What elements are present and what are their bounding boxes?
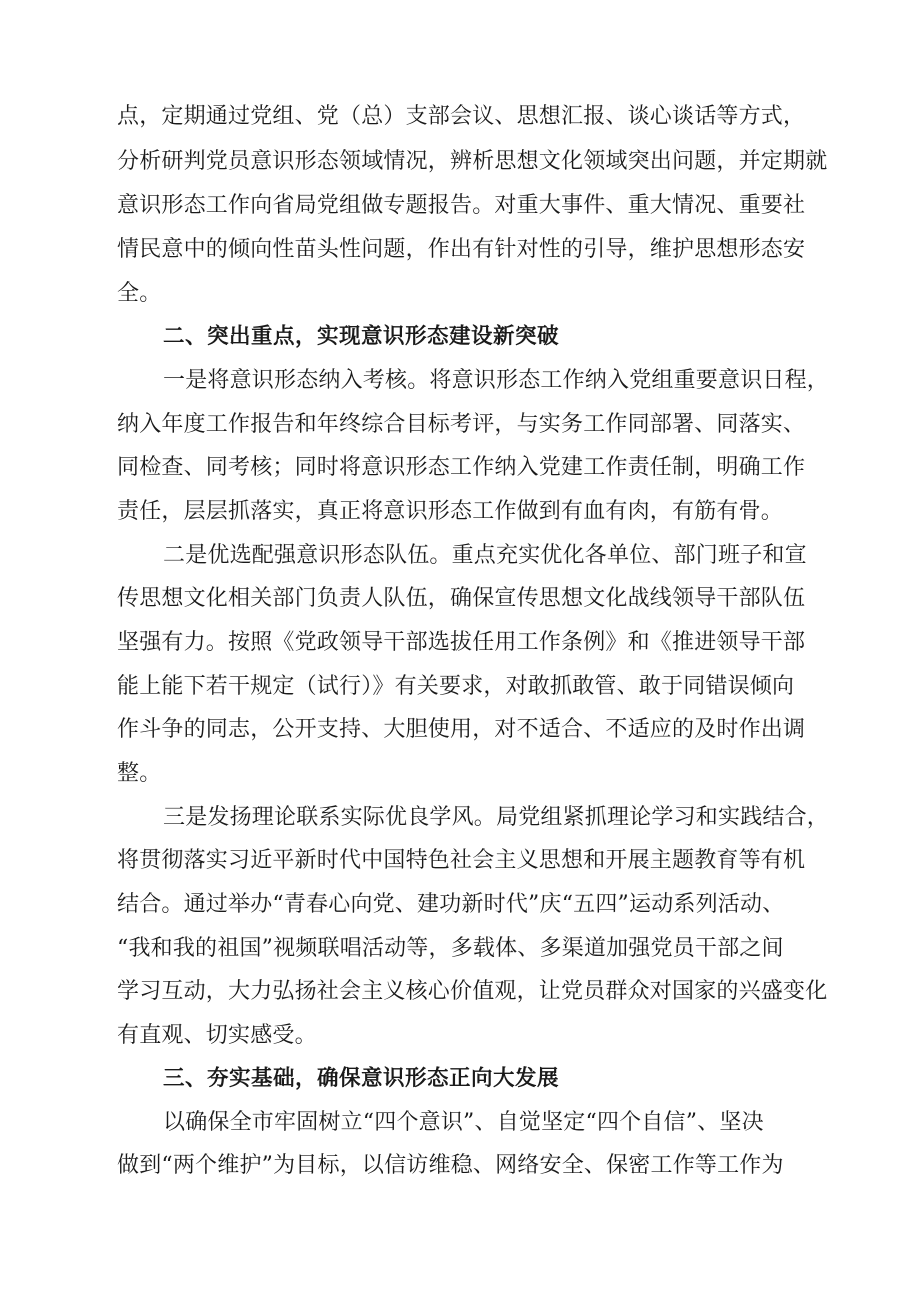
section-heading-3: 三、夯实基础，确保意识形态正向大发展 xyxy=(163,1066,560,1091)
text-line: 整。 xyxy=(117,761,162,786)
paragraph-first-line: 三是发扬理论联系实际优良学风。局党组紧抓理论学习和实践结合， xyxy=(163,805,830,830)
text-line: 纳入年度工作报告和年终综合目标考评，与实务工作同部署、同落实、 xyxy=(117,412,806,437)
text-line: 结合。通过举办“青春心向党、建功新时代”庆“五四”运动系列活动、 xyxy=(117,892,785,917)
text-line: 点，定期通过党组、党（总）支部会议、思想汇报、谈心谈话等方式， xyxy=(117,104,806,129)
text-line: 学习互动，大力弘扬社会主义核心价值观，让党员群众对国家的兴盛变化 xyxy=(117,979,828,1004)
paragraph-first-line: 以确保全市牢固树立“四个意识”、自觉坚定“四个自信”、坚决 xyxy=(163,1110,764,1135)
text-line: 分析研判党员意识形态领域情况，辨析思想文化领域突出问题，并定期就 xyxy=(117,149,828,174)
paragraph-first-line: 二是优选配强意识形态队伍。重点充实优化各单位、部门班子和宣 xyxy=(163,543,807,568)
section-heading-2: 二、突出重点，实现意识形态建设新突破 xyxy=(163,324,560,349)
text-line: 情民意中的倾向性苗头性问题，作出有针对性的引导，维护思想形态安 xyxy=(117,237,806,262)
text-line: 能上能下若干规定（试行）》有关要求，对敢抓敢管、敢于同错误倾向 xyxy=(117,674,795,699)
text-line: 责任，层层抓落实，真正将意识形态工作做到有血有肉，有筋有骨。 xyxy=(117,499,784,524)
text-line: 同检查、同考核；同时将意识形态工作纳入党建工作责任制，明确工作 xyxy=(117,455,806,480)
text-line: 有直观、切实感受。 xyxy=(117,1023,317,1048)
text-line: 坚强有力。按照《党政领导干部选拔任用工作条例》和《推进领导干部 xyxy=(117,630,806,655)
paragraph-first-line: 一是将意识形态纳入考核。将意识形态工作纳入党组重要意识日程， xyxy=(163,368,830,393)
text-line: 将贯彻落实习近平新时代中国特色社会主义思想和开展主题教育等有机 xyxy=(117,848,806,873)
text-line: 全。 xyxy=(117,281,162,306)
text-line: 传思想文化相关部门负责人队伍，确保宣传思想文化战线领导干部队伍 xyxy=(117,586,806,611)
text-line: 做到“两个维护”为目标，以信访维稳、网络安全、保密工作等工作为 xyxy=(117,1153,784,1178)
text-line: 意识形态工作向省局党组做专题报告。对重大事件、重大情况、重要社 xyxy=(117,193,806,218)
text-line: 作斗争的同志，公开支持、大胆使用，对不适合、不适应的及时作出调 xyxy=(117,717,806,742)
text-line: “我和我的祖国”视频联唱活动等，多载体、多渠道加强党员干部之间 xyxy=(117,936,784,961)
